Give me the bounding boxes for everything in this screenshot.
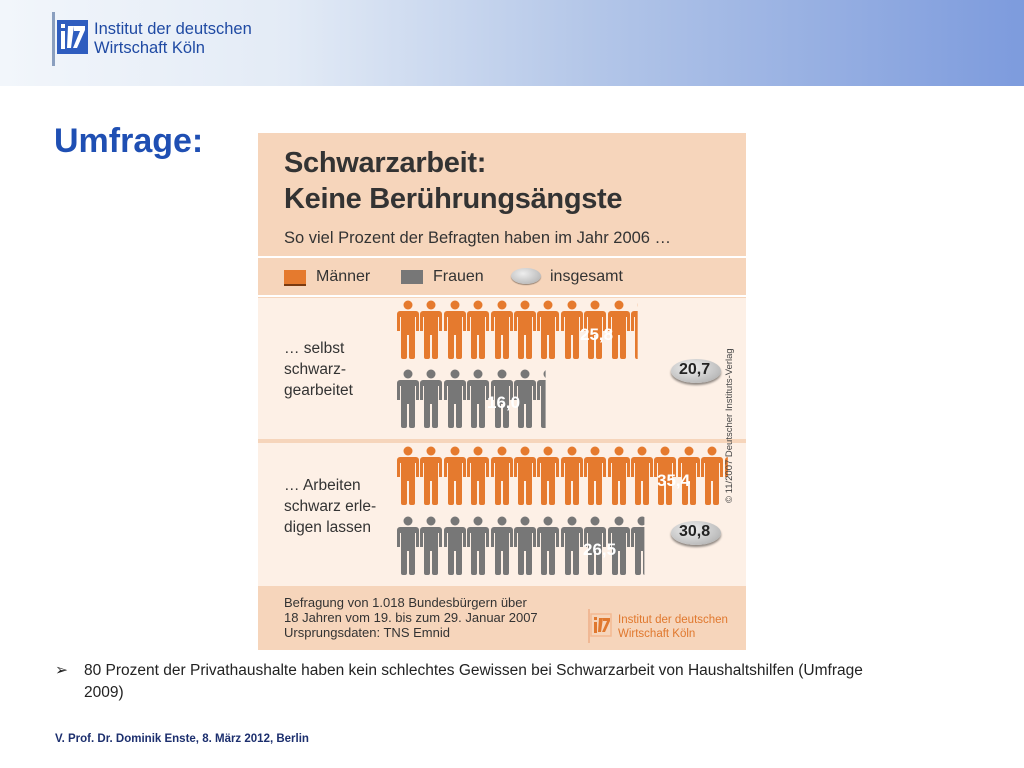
person-icon-maenner-2 <box>466 446 490 508</box>
source-line-1: Befragung von 1.018 Bundesbürgern über <box>284 595 527 610</box>
person-icon-frauen-1 <box>396 369 420 431</box>
person-icon-maenner-1 <box>536 300 560 362</box>
person-icon-frauen-2 <box>419 516 443 578</box>
value-label-insgesamt-1: 20,7 <box>679 361 711 378</box>
value-label-frauen-2: 26,5 <box>583 540 617 559</box>
person-icon-maenner-1 <box>396 300 420 362</box>
arrow-bullet-icon: ➢ <box>55 662 68 679</box>
person-icon-maenner-2 <box>630 446 654 508</box>
person-icon-maenner-1 <box>490 300 514 362</box>
legend-swatch-insgesamt <box>511 268 541 284</box>
person-icon-maenner-2 <box>560 446 584 508</box>
person-icon-maenner-1 <box>443 300 467 362</box>
chart-title-line2: Keine Berührungsängste <box>284 183 623 215</box>
person-icon-frauen-1 <box>443 369 467 431</box>
person-icon-frauen-2 <box>443 516 467 578</box>
person-icon-maenner-2 <box>419 446 443 508</box>
category-label-2-line1: … Arbeiten <box>284 477 361 494</box>
logo-text-line2: Wirtschaft Köln <box>94 39 205 57</box>
person-icon-maenner-2 <box>490 446 514 508</box>
person-icon-maenner-2 <box>700 446 724 508</box>
infographic-logo-text-line1: Institut der deutschen <box>618 614 728 626</box>
category-label-2-line2: schwarz erle- <box>284 498 377 515</box>
person-icon-frauen-1-partial <box>536 369 560 431</box>
value-label-frauen-1: 16,0 <box>487 393 521 412</box>
category-label-2 <box>284 475 376 538</box>
legend-swatch-frauen <box>401 270 423 284</box>
person-icon-frauen-2 <box>396 516 420 578</box>
value-label-maenner-1: 25,8 <box>580 325 614 344</box>
category-label-1-line2: schwarz- <box>284 361 347 378</box>
iw-logo-icon <box>588 609 612 643</box>
legend <box>258 258 746 295</box>
person-icon-frauen-2 <box>513 516 537 578</box>
copyright-note: © 11/2007 Deutscher Instituts-Verlag <box>724 348 735 503</box>
category-label-1-line3: gearbeitet <box>284 382 353 399</box>
value-label-maenner-2: 35,4 <box>657 471 691 490</box>
legend-label-frauen: Frauen <box>433 268 484 285</box>
infographic <box>258 133 746 650</box>
person-icon-frauen-2 <box>560 516 584 578</box>
legend-label-maenner: Männer <box>316 268 371 285</box>
category-label-1 <box>284 338 353 401</box>
person-icon-maenner-2 <box>513 446 537 508</box>
value-label-insgesamt-2: 30,8 <box>679 523 711 540</box>
person-icon-maenner-1 <box>513 300 537 362</box>
legend-swatch-maenner <box>284 270 306 286</box>
person-icon-maenner-1 <box>419 300 443 362</box>
category-label-1-line1: … selbst <box>284 340 345 357</box>
legend-divider-bottom <box>258 295 746 297</box>
person-icon-frauen-1 <box>419 369 443 431</box>
person-icon-frauen-2 <box>536 516 560 578</box>
person-icon-maenner-2 <box>583 446 607 508</box>
person-icon-maenner-2 <box>396 446 420 508</box>
person-icon-maenner-2 <box>536 446 560 508</box>
chart-title <box>284 145 622 217</box>
iw-logo-icon <box>52 12 90 66</box>
infographic-logo-text-line2: Wirtschaft Köln <box>618 628 696 640</box>
chart-title-line1: Schwarzarbeit: <box>284 147 487 179</box>
person-icon-maenner-2 <box>607 446 631 508</box>
source-line-3: Ursprungsdaten: TNS Emnid <box>284 625 450 640</box>
person-icon-maenner-1-partial <box>630 300 654 362</box>
footer-credit: V. Prof. Dr. Dominik Enste, 8. März 2012, Berlin <box>55 733 309 745</box>
bullet-text: 80 Prozent der Privathaushalte haben kein schlechtes Gewissen bei Schwarzarbeit von Haushaltshilfen (Umfrage 2009) <box>84 662 863 701</box>
legend-label-insgesamt: insgesamt <box>550 268 623 285</box>
source-line-2: 18 Jahren vom 19. bis zum 29. Januar 2007 <box>284 610 538 625</box>
person-icon-maenner-2 <box>443 446 467 508</box>
slide-title: Umfrage: <box>54 122 204 160</box>
person-icon-frauen-2-partial <box>630 516 654 578</box>
person-icon-frauen-2 <box>490 516 514 578</box>
chart-subtitle: So viel Prozent der Befragten haben im Jahr 2006 … <box>284 229 672 247</box>
person-icon-frauen-2 <box>466 516 490 578</box>
person-icon-maenner-1 <box>466 300 490 362</box>
logo-text-line1: Institut der deutschen <box>94 20 252 38</box>
source-note <box>284 595 538 640</box>
category-label-2-line3: digen lassen <box>284 519 372 536</box>
